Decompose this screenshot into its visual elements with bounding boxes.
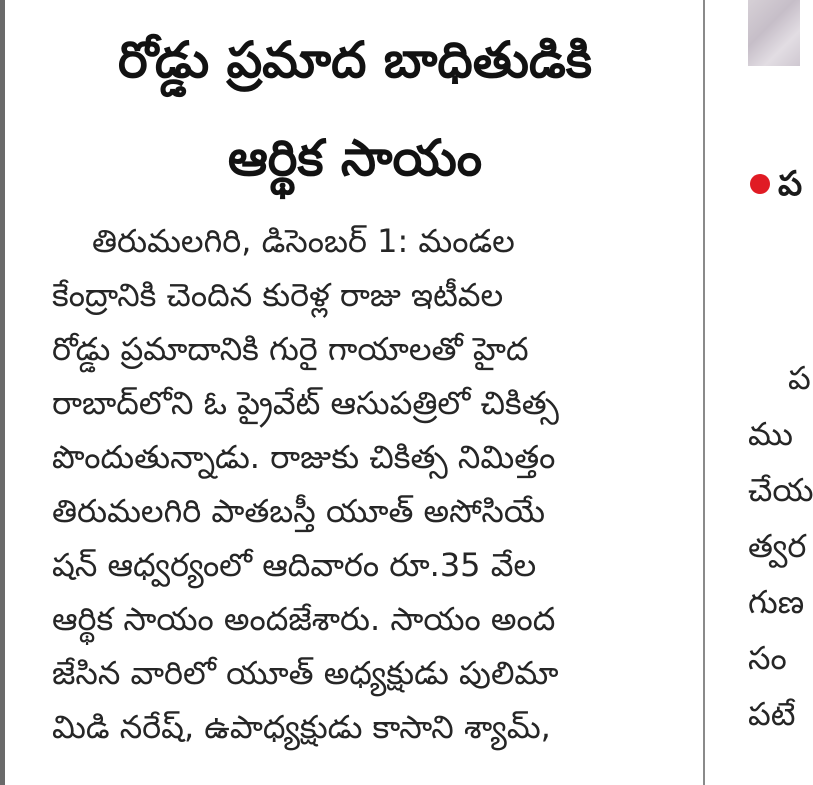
adjacent-line: ప (788, 359, 811, 397)
adjacent-article-fragment (748, 350, 813, 742)
news-article (30, 0, 680, 785)
adjacent-line: త్వర (748, 527, 807, 565)
body-line: పొందుతున్నాడు. రాజుకు చికిత్స నిమిత్తం (52, 438, 556, 476)
adjacent-line: సం (748, 639, 787, 677)
body-line: కేంద్రానికి చెందిన కురెళ్ల రాజు ఇటీవల (52, 276, 504, 314)
red-bullet-icon (750, 174, 770, 194)
column-divider (703, 0, 705, 785)
body-line: తిరుమలగిరి, డిసెంబర్ 1: మండల (92, 222, 515, 260)
headline-line-2: ఆర్థిక సాయం (227, 129, 483, 187)
body-line: రోడ్డు ప్రమాదానికి గురై గాయాలతో హైద (52, 330, 529, 368)
adjacent-line: పటే (748, 695, 796, 733)
adjacent-line: ము (748, 415, 793, 453)
body-line: షన్ ఆధ్వర్యంలో ఆదివారం రూ.35 వేల (52, 546, 537, 584)
body-line: రాబాద్‌లోని ఓ ప్రైవేట్ ఆసుపత్రిలో చికిత్స (52, 384, 559, 422)
adjacent-heading-fragment: ప (778, 164, 803, 204)
headline-line-1: రోడ్డు ప్రమాద బాధితుడికి (117, 31, 592, 89)
article-body (52, 214, 680, 754)
body-line: జేసిన వారిలో యూత్ అధ్యక్షుడు పులిమా (52, 654, 559, 692)
left-border (0, 0, 5, 785)
adjacent-line: గుణ (748, 583, 805, 621)
body-line: ఆర్థిక సాయం అందజేశారు. సాయం అంద (52, 600, 556, 638)
body-line: మిడి నరేష్, ఉపాధ్యక్షుడు కాసాని శ్యామ్, (52, 708, 551, 746)
photo-fragment (748, 0, 800, 66)
body-line: తిరుమలగిరి పాతబస్తీ యూత్ అసోసియే (52, 492, 546, 530)
adjacent-line: చేయ (748, 471, 813, 509)
